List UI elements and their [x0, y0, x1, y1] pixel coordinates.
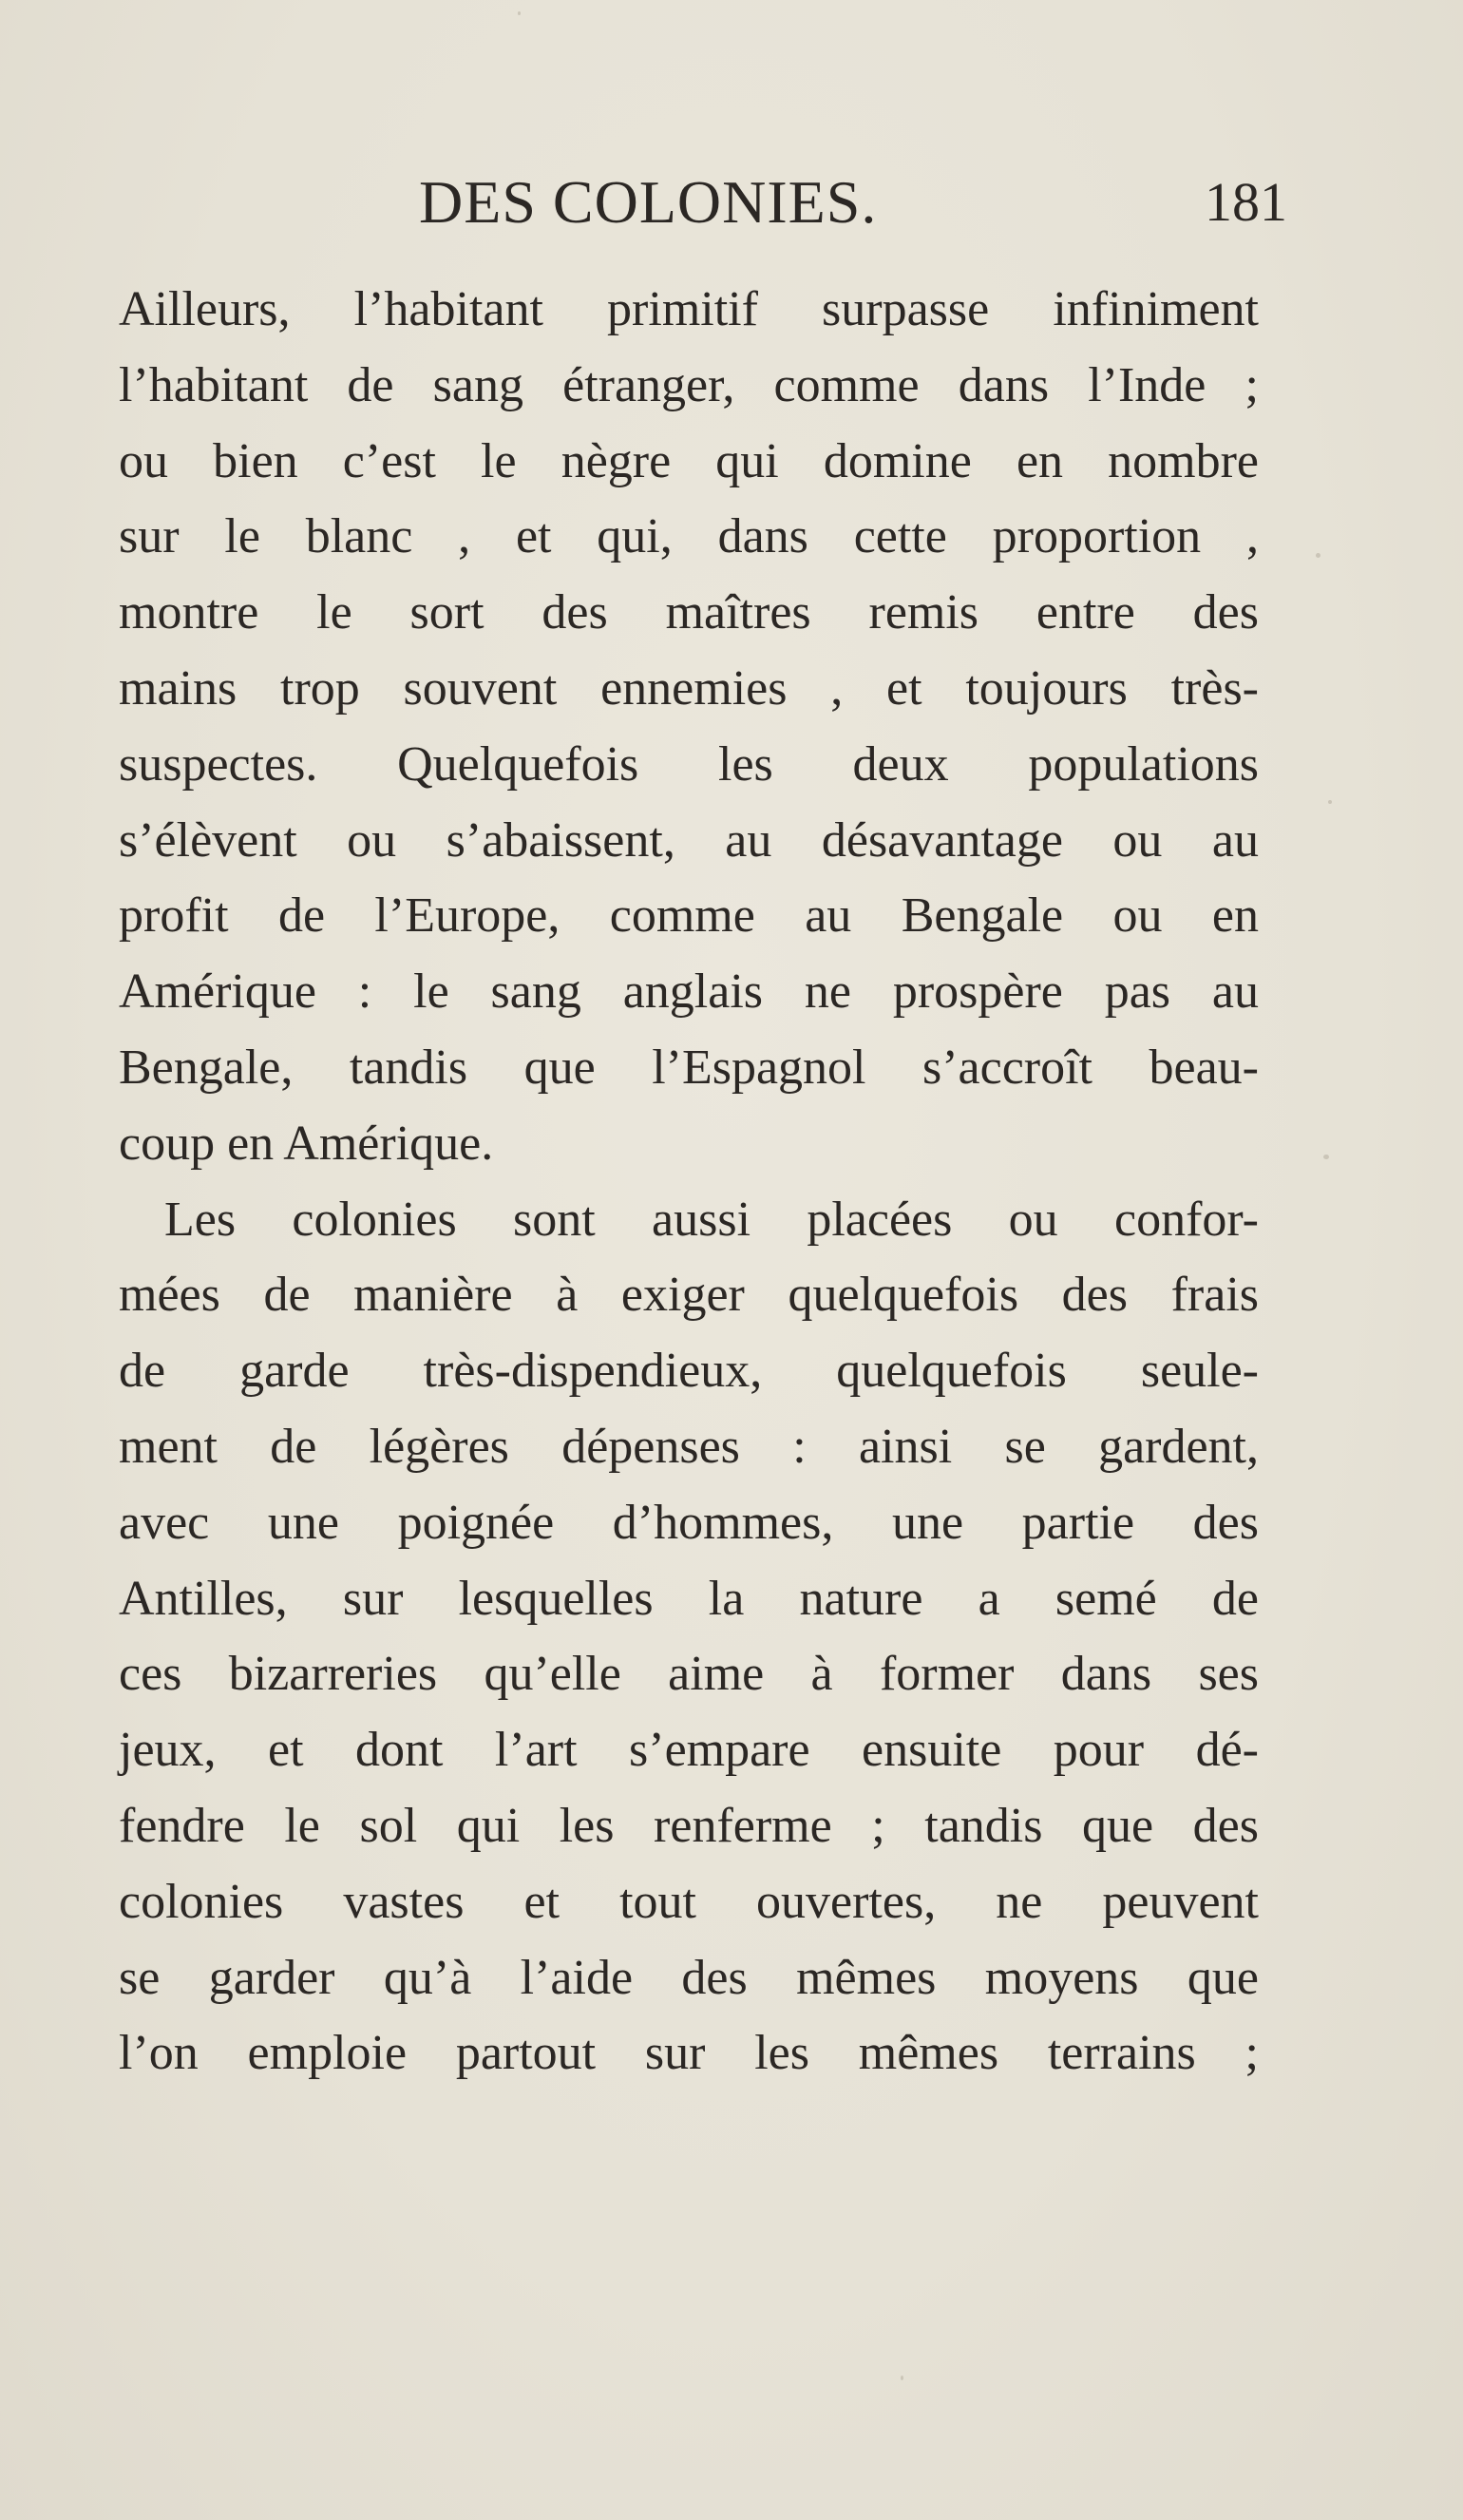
text-line: Ailleurs, l’habitant primitif surpasse infiniment [119, 282, 1259, 336]
text-line: profit de l’Europe, comme au Bengale ou en [119, 888, 1259, 944]
text-line: montre le sort des maîtres remis entre des [119, 585, 1259, 640]
text-line: Antilles, sur lesquelles la nature a semé de [119, 1571, 1259, 1626]
body-text [119, 272, 1259, 2091]
text-line: colonies vastes et tout ouvertes, ne peuvent [119, 1874, 1259, 1929]
text-line: ces bizarreries qu’elle aime à former dans ses [119, 1647, 1259, 1702]
text-line: avec une poignée d’hommes, une partie des [119, 1495, 1259, 1550]
paper-speck [1323, 1155, 1329, 1159]
text-line: Amérique : le sang anglais ne prospère pas au [119, 964, 1259, 1020]
paper-speck [1316, 553, 1320, 558]
text-line: ment de légères dépenses : ainsi se gardent, [119, 1419, 1259, 1474]
text-line: se garder qu’à l’aide des mêmes moyens que [119, 1950, 1259, 2005]
text-line: Les colonies sont aussi placées ou confor- [164, 1192, 1259, 1247]
text-line: coup en Amérique. [119, 1116, 494, 1171]
text-line: mains trop souvent ennemies , et toujours très- [119, 660, 1259, 716]
text-line: l’habitant de sang étranger, comme dans l’Inde ; [119, 357, 1259, 412]
text-line: ou bien c’est le nègre qui domine en nombre [119, 433, 1259, 488]
paragraph-2 [119, 1182, 1259, 2092]
text-line: fendre le sol qui les renferme ; tandis que des [119, 1798, 1259, 1853]
text-line: jeux, et dont l’art s’empare ensuite pour dé- [119, 1723, 1259, 1778]
text-line: de garde très-dispendieux, quelquefois seule- [119, 1344, 1259, 1399]
text-line: s’élèvent ou s’abaissent, au désavantage ou au [119, 812, 1259, 868]
text-line: mées de manière à exiger quelquefois des frais [119, 1268, 1259, 1323]
running-title: DES COLONIES. [419, 168, 878, 236]
text-line: l’on emploie partout sur les mêmes terrains ; [119, 2026, 1259, 2081]
paper-speck [1328, 800, 1332, 804]
text-line: Bengale, tandis que l’Espagnol s’accroît beau- [119, 1040, 1259, 1095]
text-line: sur le blanc , et qui, dans cette proportion , [119, 509, 1259, 564]
page-number: 181 [1205, 171, 1287, 233]
paper-speck [901, 2376, 903, 2380]
paper-speck [518, 11, 521, 15]
page-header [0, 169, 1463, 236]
paragraph-1 [119, 272, 1259, 1182]
text-line: suspectes. Quelquefois les deux populations [119, 736, 1259, 792]
